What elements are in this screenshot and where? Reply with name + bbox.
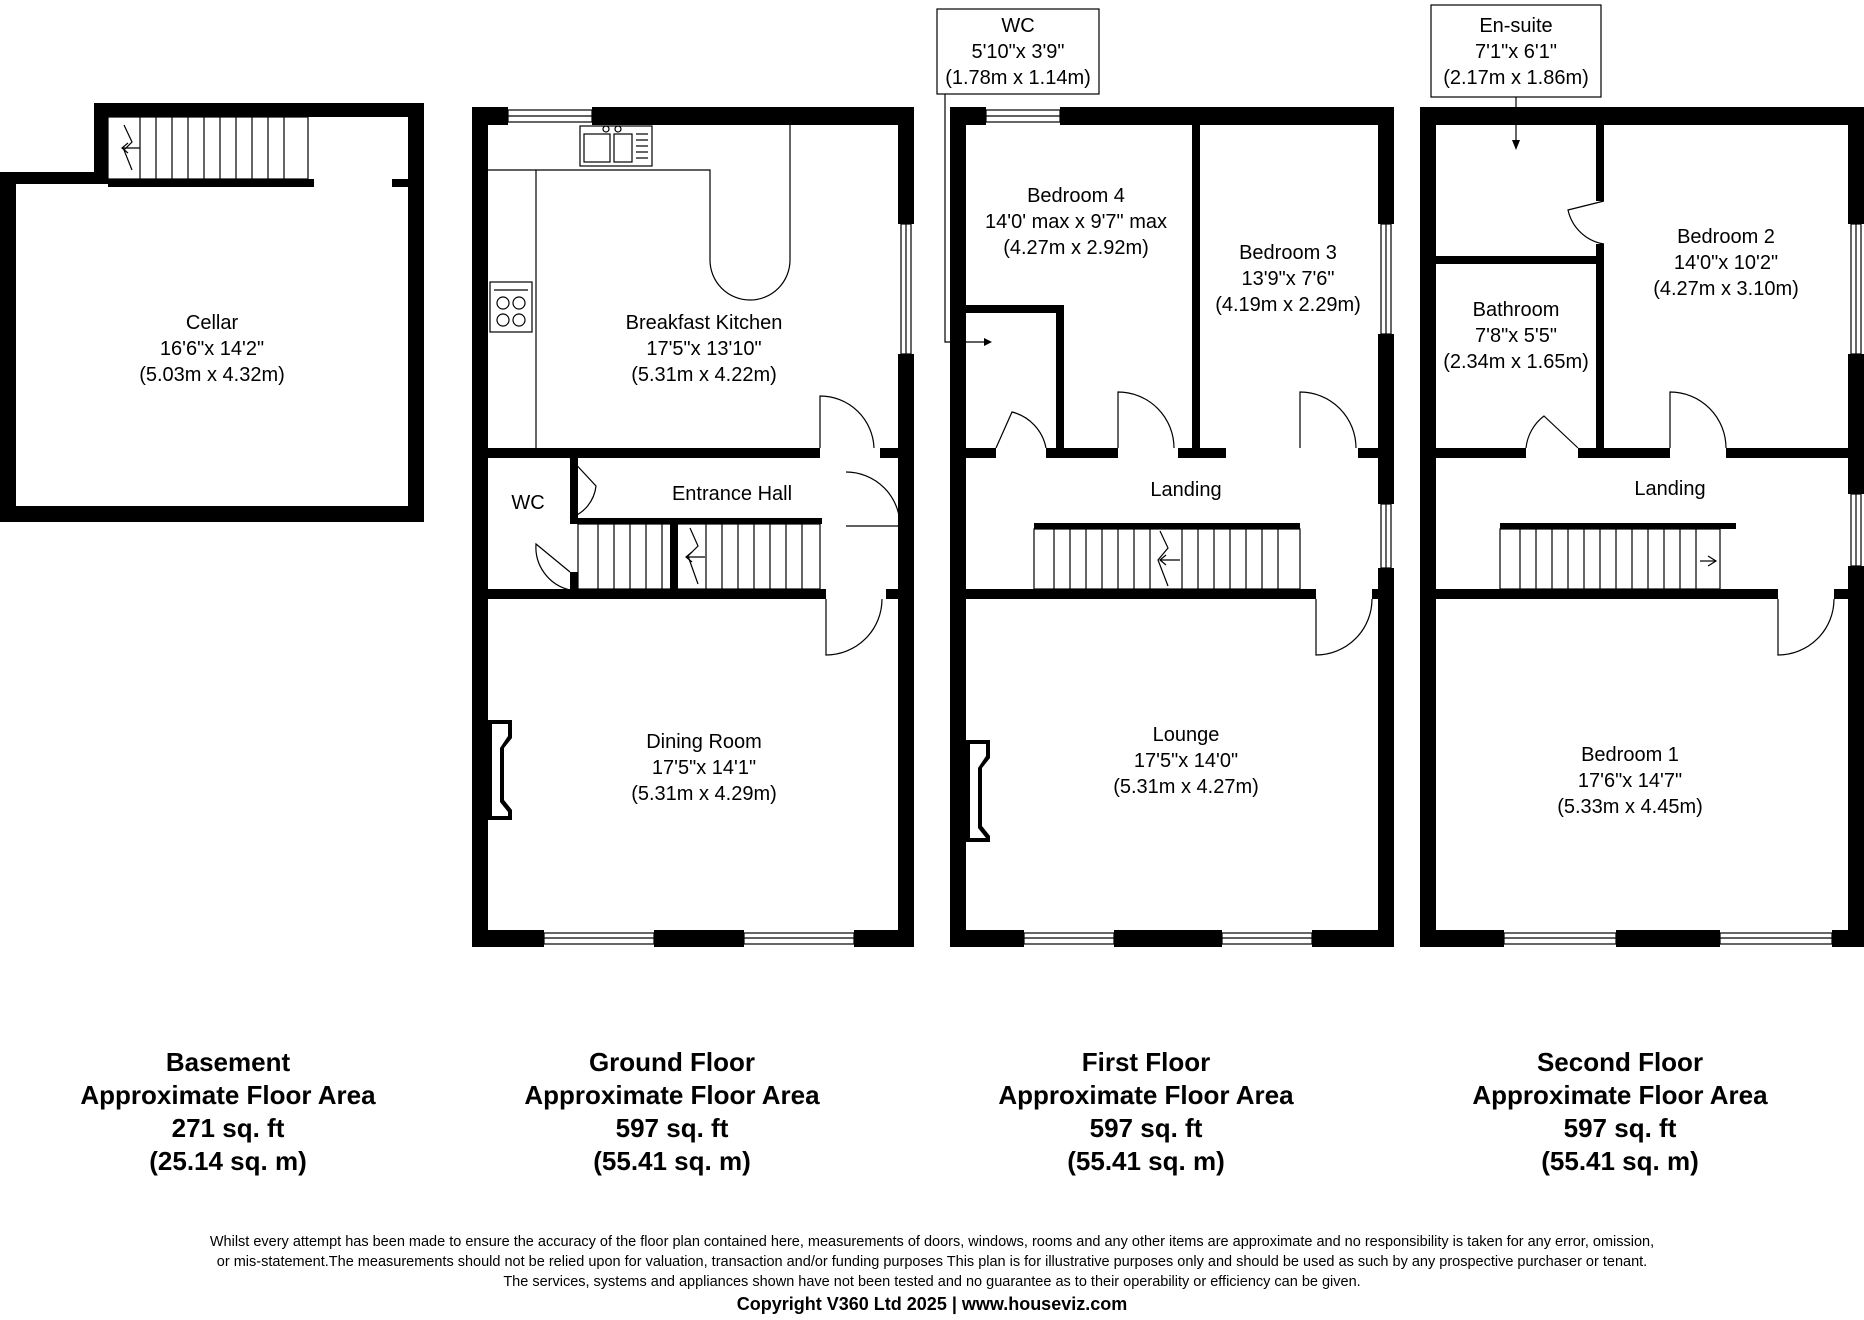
wall [94, 103, 108, 183]
kitchen-worktop [488, 125, 790, 448]
wall [94, 103, 424, 117]
breakfast-kitchen-dimensions-metric: (5.31m x 4.22m) [631, 364, 777, 386]
wall [488, 589, 826, 599]
wall [1420, 107, 1864, 125]
breakfast-kitchen-label: Breakfast Kitchen [625, 312, 783, 334]
bathroom-dimensions-imperial: 7'8"x 5'5" [1475, 325, 1557, 347]
area-sqft: 597 sq. ft [1563, 1113, 1677, 1143]
copyright-notice: Copyright V360 Ltd 2025 | www.houseviz.com [736, 1294, 1128, 1314]
second-landing-label: Landing [1634, 478, 1706, 500]
wall [886, 589, 898, 599]
cellar-staircase [108, 117, 308, 179]
wall [1500, 523, 1736, 529]
area-sqm: (25.14 sq. m) [149, 1146, 307, 1176]
wall [854, 930, 914, 947]
wall [1848, 107, 1864, 224]
ensuite-dimensions-metric: (2.17m x 1.86m) [1443, 67, 1589, 89]
dining-room-dimensions-imperial: 17'5"x 14'1" [651, 757, 757, 779]
wall [1056, 305, 1064, 453]
bedroom-4-dimensions-metric: (4.27m x 2.92m) [1003, 237, 1149, 259]
bedroom-1-dimensions-metric: (5.33m x 4.45m) [1557, 796, 1703, 818]
cellar-label: Cellar [185, 312, 239, 334]
wall [570, 572, 578, 592]
wall [0, 172, 16, 522]
wall [1378, 334, 1394, 504]
bedroom-1-label: Bedroom 1 [1581, 744, 1679, 766]
wall [966, 448, 996, 458]
area-sqft: 597 sq. ft [615, 1113, 729, 1143]
wall [0, 506, 424, 522]
lounge-dimensions-metric: (5.31m x 4.27m) [1113, 776, 1259, 798]
hob-icon [490, 282, 532, 332]
wall [1596, 244, 1604, 453]
bedroom-2-label: Bedroom 2 [1677, 226, 1775, 248]
cellar-dimensions-metric: (5.03m x 4.32m) [139, 364, 285, 386]
disclaimer-line: Whilst every attempt has been made to ensure the accuracy of the floor plan contained here, measurements of doors, windows, rooms and any other items are approximate and no responsibility is taken for any error, omission, [209, 1234, 1655, 1250]
second-floor-area-summary [1440, 1046, 1800, 1178]
area-label: Approximate Floor Area [524, 1080, 820, 1110]
bathroom-label: Bathroom [1472, 299, 1560, 321]
wall [1848, 566, 1864, 947]
wall [670, 524, 678, 594]
area-sqm: (55.41 sq. m) [1067, 1146, 1225, 1176]
wall [488, 448, 820, 458]
sink-icon [580, 126, 652, 166]
wall [1114, 930, 1222, 947]
bedroom-4-dimensions-imperial: 14'0' max x 9'7" max [985, 211, 1167, 233]
area-sqm: (55.41 sq. m) [1541, 1146, 1699, 1176]
wall [1378, 107, 1394, 224]
ground-floor-staircase [578, 524, 820, 589]
ground-floor-plan [472, 107, 914, 947]
wall [408, 103, 424, 522]
first-wc-label: WC [1001, 15, 1035, 37]
wall [654, 930, 744, 947]
ground-wc-label: WC [511, 492, 545, 514]
ensuite-label: En-suite [1479, 15, 1553, 37]
wall [1192, 125, 1200, 453]
wall [966, 305, 1064, 313]
floor-name: First Floor [1081, 1047, 1211, 1077]
ground-floor-area-summary [492, 1046, 852, 1178]
wall [1436, 589, 1778, 599]
lounge-dimensions-imperial: 17'5"x 14'0" [1133, 750, 1239, 772]
breakfast-kitchen-dimensions-imperial: 17'5"x 13'10" [646, 338, 762, 360]
wall [1372, 589, 1378, 599]
wall [1834, 589, 1848, 599]
wall [570, 518, 822, 524]
fireplace [966, 740, 990, 842]
disclaimer [60, 1232, 1804, 1292]
area-sqm: (55.41 sq. m) [593, 1146, 751, 1176]
wall [1034, 523, 1300, 529]
wall [950, 107, 966, 947]
wall [472, 930, 544, 947]
wall [950, 930, 1024, 947]
wall [472, 107, 488, 947]
first-landing-label: Landing [1150, 479, 1222, 501]
wall [592, 107, 914, 125]
lounge-label: Lounge [1152, 724, 1220, 746]
first-wc-dimensions-metric: (1.78m x 1.14m) [945, 67, 1091, 89]
bedroom-1-dimensions-imperial: 17'6"x 14'7" [1577, 770, 1683, 792]
floor-name: Second Floor [1536, 1047, 1704, 1077]
bedroom-2-dimensions-imperial: 14'0"x 10'2" [1673, 252, 1779, 274]
dining-room-dimensions-metric: (5.31m x 4.29m) [631, 783, 777, 805]
wall [1420, 930, 1504, 947]
area-sqft: 597 sq. ft [1089, 1113, 1203, 1143]
wall [1616, 930, 1720, 947]
entrance-hall-label: Entrance Hall [671, 483, 793, 505]
wall [392, 179, 422, 187]
window [1504, 224, 1861, 944]
first-floor-area-summary [966, 1046, 1326, 1178]
wall [1312, 930, 1394, 947]
area-label: Approximate Floor Area [1472, 1080, 1768, 1110]
second-floor-staircase [1500, 529, 1720, 589]
first-floor-plan [937, 9, 1394, 947]
bedroom-3-dimensions-metric: (4.19m x 2.29m) [1215, 294, 1361, 316]
wall [1848, 354, 1864, 494]
wall [1832, 930, 1864, 947]
bathroom-dimensions-metric: (2.34m x 1.65m) [1443, 351, 1589, 373]
wall [108, 179, 314, 187]
first-wc-dimensions-imperial: 5'10"x 3'9" [971, 41, 1065, 63]
wall [1358, 448, 1378, 458]
disclaimer-line: or mis-statement.The measurements should not be relied upon for valuation, transaction and/or funding purposes This plan is for illustrative purposes only and should be used as such by any prospective purchaser or tenant. [216, 1254, 1648, 1270]
wall [966, 589, 1316, 599]
wall [898, 354, 914, 947]
area-sqft: 271 sq. ft [171, 1113, 285, 1143]
wall [1436, 448, 1526, 458]
wall [1060, 107, 1394, 125]
first-floor-staircase [1034, 529, 1300, 589]
wall [1420, 107, 1436, 947]
wall [1378, 568, 1394, 947]
cellar-dimensions-imperial: 16'6"x 14'2" [159, 338, 265, 360]
wall [1178, 448, 1226, 458]
bedroom-3-label: Bedroom 3 [1239, 242, 1337, 264]
wall [0, 172, 108, 184]
area-label: Approximate Floor Area [80, 1080, 376, 1110]
wall [1436, 256, 1604, 264]
basement-area-summary [48, 1046, 408, 1178]
wall [898, 107, 914, 224]
wall [1596, 125, 1604, 201]
fireplace [488, 720, 512, 820]
wall [1578, 448, 1670, 458]
bedroom-2-dimensions-metric: (4.27m x 3.10m) [1653, 278, 1799, 300]
disclaimer-line: The services, systems and appliances shown have not been tested and no guarantee as to their operability or efficiency can be given. [503, 1274, 1361, 1290]
wall [880, 448, 898, 458]
wall [570, 458, 578, 518]
bedroom-3-dimensions-imperial: 13'9"x 7'6" [1241, 268, 1335, 290]
ensuite-dimensions-imperial: 7'1"x 6'1" [1475, 41, 1557, 63]
door-swing [536, 396, 900, 655]
wall [1726, 448, 1848, 458]
area-label: Approximate Floor Area [998, 1080, 1294, 1110]
floor-name: Ground Floor [588, 1047, 756, 1077]
floor-name: Basement [165, 1047, 291, 1077]
bedroom-4-label: Bedroom 4 [1027, 185, 1125, 207]
dining-room-label: Dining Room [646, 731, 762, 753]
